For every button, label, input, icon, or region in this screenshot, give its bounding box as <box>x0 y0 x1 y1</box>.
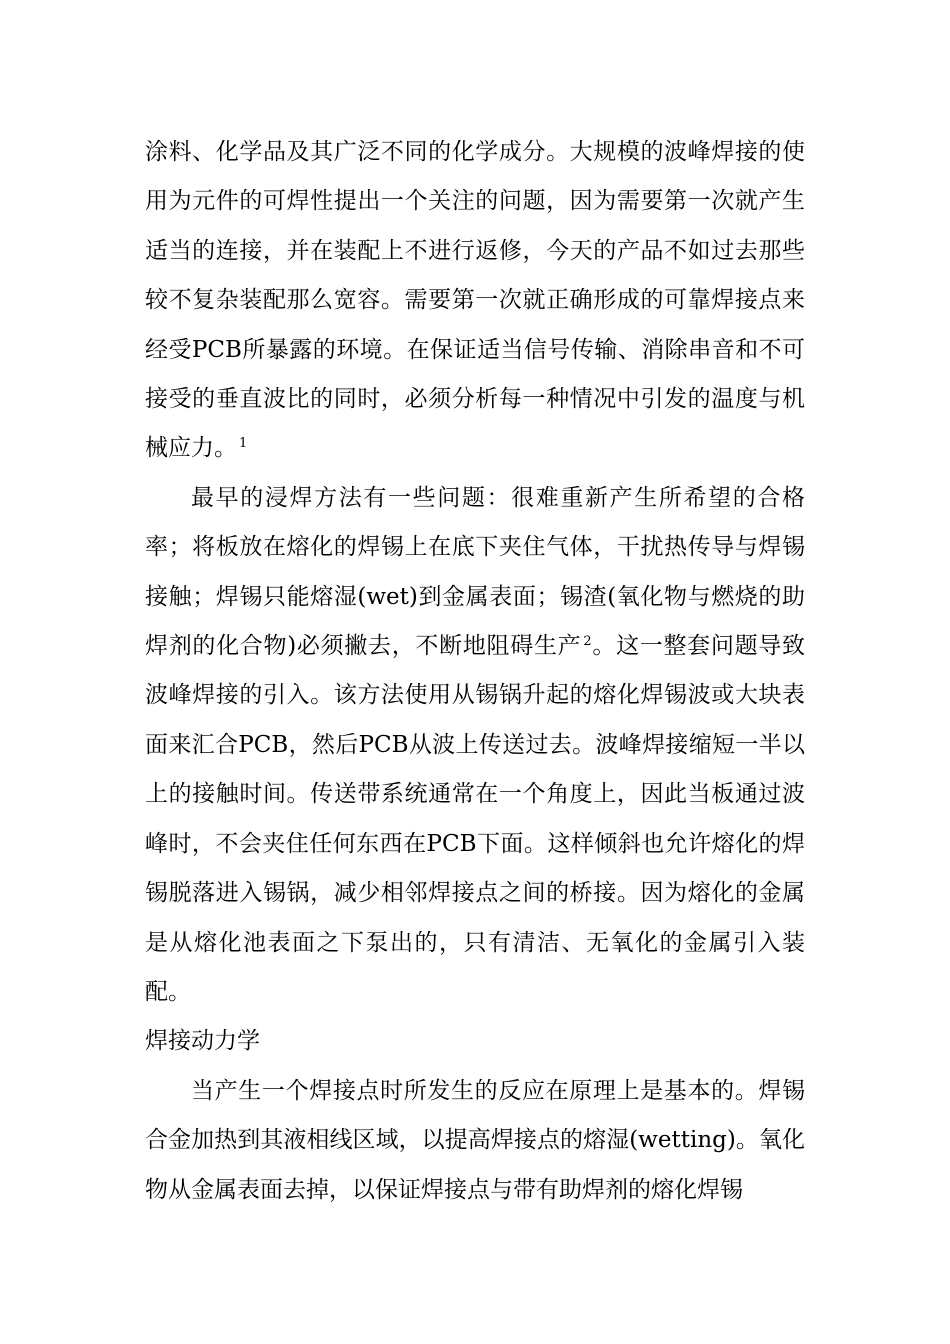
paragraph-1 <box>145 128 805 474</box>
paragraph-2 <box>145 474 805 1017</box>
document-body <box>145 128 805 1215</box>
section-heading: 焊接动力学 <box>145 1028 260 1055</box>
footnote-ref-1[interactable]: 1 <box>239 436 248 452</box>
paragraph-2-text-a: 最早的浸焊方法有一些问题：很难重新产生所希望的合格率；将板放在熔化的焊锡上在底下夹住气体，干扰热传导与焊锡接触；焊锡只能熔湿(wet)到金属表面；锡渣(氧化物与燃烧的助焊剂的化合物)必须撇去，不断地阻碍生产 <box>145 484 805 660</box>
paragraph-3-text: 当产生一个焊接点时所发生的反应在原理上是基本的。焊锡合金加热到其液相线区域，以提高焊接点的熔湿(wetting)。氧化物从金属表面去掉，以保证焊接点与带有助焊剂的熔化焊锡 <box>145 1077 805 1203</box>
paragraph-1-text: 涂料、化学品及其广泛不同的化学成分。大规模的波峰焊接的使用为元件的可焊性提出一个关注的问题，因为需要第一次就产生适当的连接，并在装配上不进行返修，今天的产品不如过去那些较不复杂装配那么宽容。需要第一次就正确形成的可靠焊接点来经受PCB所暴露的环境。在保证适当信号传输、消除串音和不可接受的垂直波比的同时，必须分析每一种情况中引发的温度与机械应力。 <box>145 139 805 462</box>
paragraph-3 <box>145 1067 805 1215</box>
paragraph-2-text-b: 。这一整套问题导致波峰焊接的引入。该方法使用从锡锅升起的熔化焊锡波或大块表面来汇合PCB，然后PCB从波上传送过去。波峰焊接缩短一半以上的接触时间。传送带系统通常在一个角度上，因此当板通过波峰时，不会夹住任何东西在PCB下面。这样倾斜也允许熔化的焊锡脱落进入锡锅，减少相邻焊接点之间的桥接。因为熔化的金属是从熔化池表面之下泵出的，只有清洁、无氧化的金属引入装配。 <box>145 633 805 1005</box>
footnote-ref-2[interactable]: 2 <box>583 634 592 650</box>
